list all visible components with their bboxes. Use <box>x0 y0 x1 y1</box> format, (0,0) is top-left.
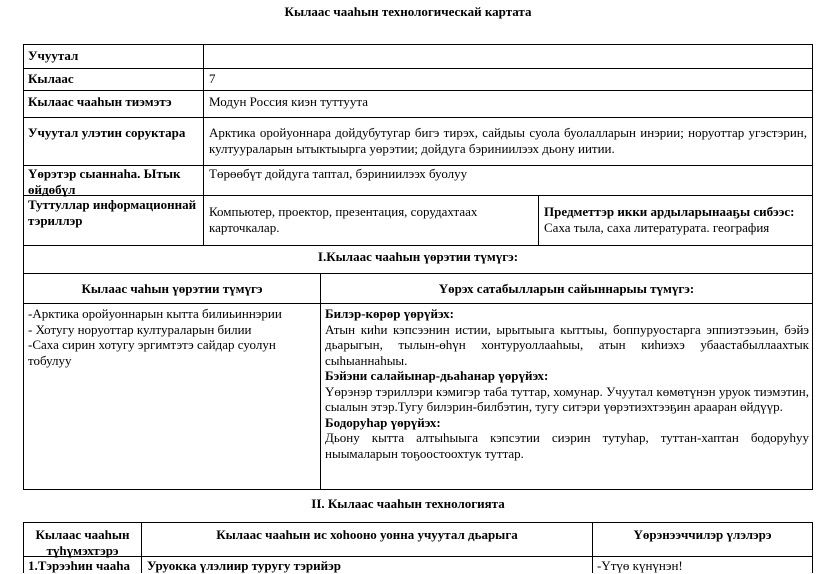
class-value: 7 <box>209 71 216 86</box>
skill-label: Билэр-көрөр үөрүйэх: <box>325 306 454 321</box>
goals-value: Арктика оройуоннара дойдубутугар бигэ тирэх, сайдыы суола буолалларын инэрии; норуоттар угэстэрин, култуураларын ытыктыырга уөрэтии; дойдуга бэриниилээх дьону иитии. <box>209 125 807 156</box>
stages-header: Кылаас чааһын түһүмэхтэрэ <box>35 527 130 558</box>
results-header: Кылаас чаһын үөрэтии түмүгэ <box>81 281 263 296</box>
section2-heading: II. Кылаас чааһын технологията <box>311 496 505 511</box>
students-cell: -Үтүө күнүнэн! <box>597 558 683 573</box>
topic-label: Кылаас чааһын тиэмэтэ <box>28 94 172 109</box>
skill-label: Бодоруһар үөрүйэх: <box>325 414 441 430</box>
skill-text: Үөрэнэр тэриллэри кэмигэр таба туттар, хомунар. Учуутал көмөтүнэн уруок тиэмэтин, сыалын этэр.Тугу билэрин-билбэтин, тугу ситэри үөрэтиэхтээҕин арааран өйдүүр. <box>325 383 809 414</box>
values-value: Төрөөбүт дойдуга таптал, бэриниилээх буолуу <box>209 166 468 181</box>
goals-label: Учуутал улэтин соруктара <box>28 125 186 140</box>
results-item: -Саха сирин хотугу эргимтэтэ сайдар суолун тобулуу <box>28 337 276 368</box>
class-label: Кылаас <box>28 71 74 86</box>
interdisciplinary-value: Саха тыла, саха литературата. география <box>544 219 770 235</box>
results-list <box>28 306 294 368</box>
results-item: - Хотугу норуоттар култураларын билии <box>28 321 252 337</box>
results-item: -Арктика оройуоннарын кытта билиьиннэрии <box>28 306 282 321</box>
skills-list <box>325 306 809 461</box>
teacher-label: Учуутал <box>28 48 79 63</box>
students-header: Үөрэнээччилэр үлэлэрэ <box>633 527 772 542</box>
page-title: Кылаас чааһын технологическай картата <box>284 4 532 19</box>
topic-value: Модун Россия киэн туттуута <box>209 94 369 109</box>
stage-cell: 1.Тэрээһин чааһа <box>28 558 131 573</box>
content-cell: Уруокка үлэлиир туругу тэрийэр <box>147 558 341 573</box>
interdisciplinary-label: Предметтэр икки ардыларынааҕы сибээс: <box>544 204 795 219</box>
skill-text: Дьону кытта алтыһыыга кэпсэтии сиэрин тутуһар, туттан-хаптан бодоруһуу ныымаларын тоҕоостоохтук туттар. <box>325 430 809 461</box>
resources-label: Туттуллар информационнай тэриллэр <box>28 197 197 228</box>
skills-header: Үөрэх сатабылларын сайыннарыы түмүгэ: <box>438 281 695 296</box>
resources-value: Компьютер, проектор, презентация, сорудахтаах карточкалар. <box>209 204 478 235</box>
skill-text: Атын киһи кэпсээнин истии, ырытыыга кыттыы, боппуруостарга эппиэтээьин, бэйэ дьарыгын, тылын-өһүн хонтуруоллааһыы, атын киһиэхэ убаастабыллаахтык сыһыаннаһыы. <box>325 321 809 368</box>
section1-heading: I.Кылаас чааһын үөрэтии түмүгэ: <box>317 249 519 264</box>
content-header: Кылаас чааһын ис хоһооно уонна учуутал дьарыга <box>216 527 518 542</box>
interdisciplinary-cell <box>544 204 809 235</box>
values-label: Үөрэтэр сыаннаһа. Ытык өйдөбүл <box>28 166 181 197</box>
skill-label: Бэйэни салайынар-дьаһанар үөрүйэх: <box>325 368 549 383</box>
